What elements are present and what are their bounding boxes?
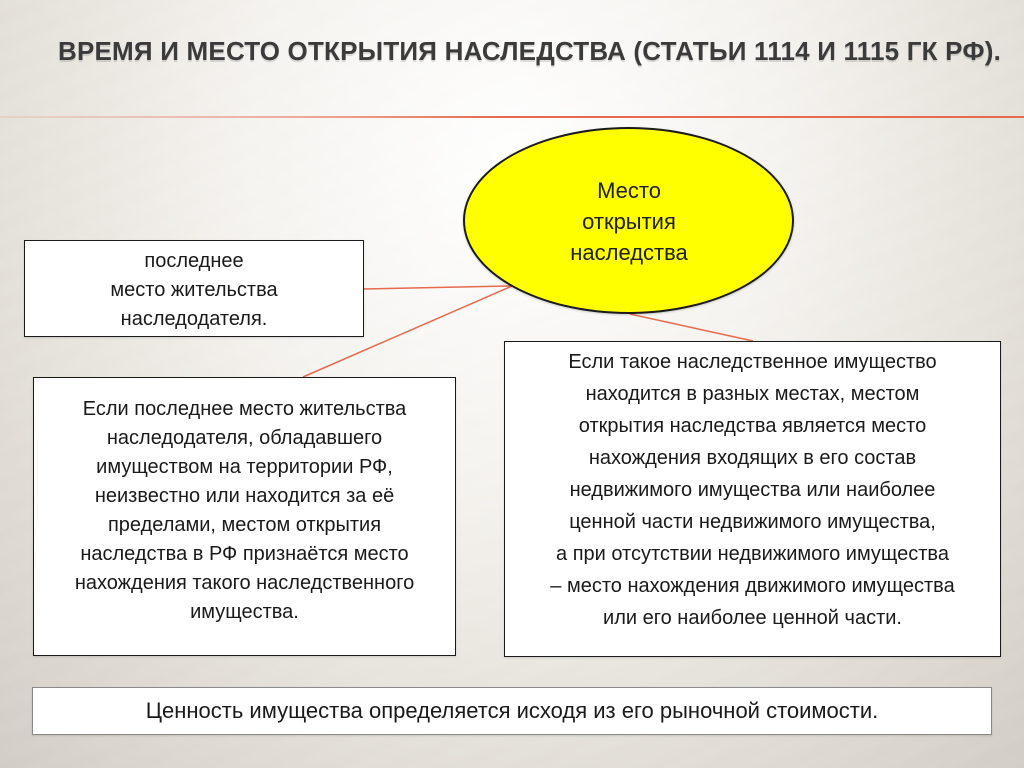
title-divider-left xyxy=(0,116,505,118)
residence-unknown-text: Если последнее место жительства наследодателя, обладавшего имуществом на территории РФ, неизвестно или находится за её пределами, местом открытия наследства в РФ признаётся место нахождения такого наследственного имущества. xyxy=(74,398,415,623)
property-location-text: Если такое наследственное имущество находится в разных местах, местом открытия наследства является место нахождения входящих в его состав недвижимого имущества или наиболее ценной части недвижимого имущества, а при отсутствии недвижимого имущества – место нахождения движимого имущества или его наиболее ценной части. xyxy=(550,351,955,629)
title-divider-right xyxy=(505,116,1024,118)
market-value-text: Ценность имущества определяется исходя из его рыночной стоимости. xyxy=(145,698,879,723)
slide-title: ВРЕМЯ И МЕСТО ОТКРЫТИЯ НАСЛЕДСТВА (СТАТЬИ 1114 И 1115 ГК РФ). xyxy=(58,36,1002,66)
last-residence-text: последнее место жительства наследодателя. xyxy=(110,250,278,330)
center-ellipse-label: Место открытия наследства xyxy=(570,178,688,265)
connector-to-top-left-box xyxy=(364,286,512,289)
connector-to-right-box xyxy=(630,314,753,341)
